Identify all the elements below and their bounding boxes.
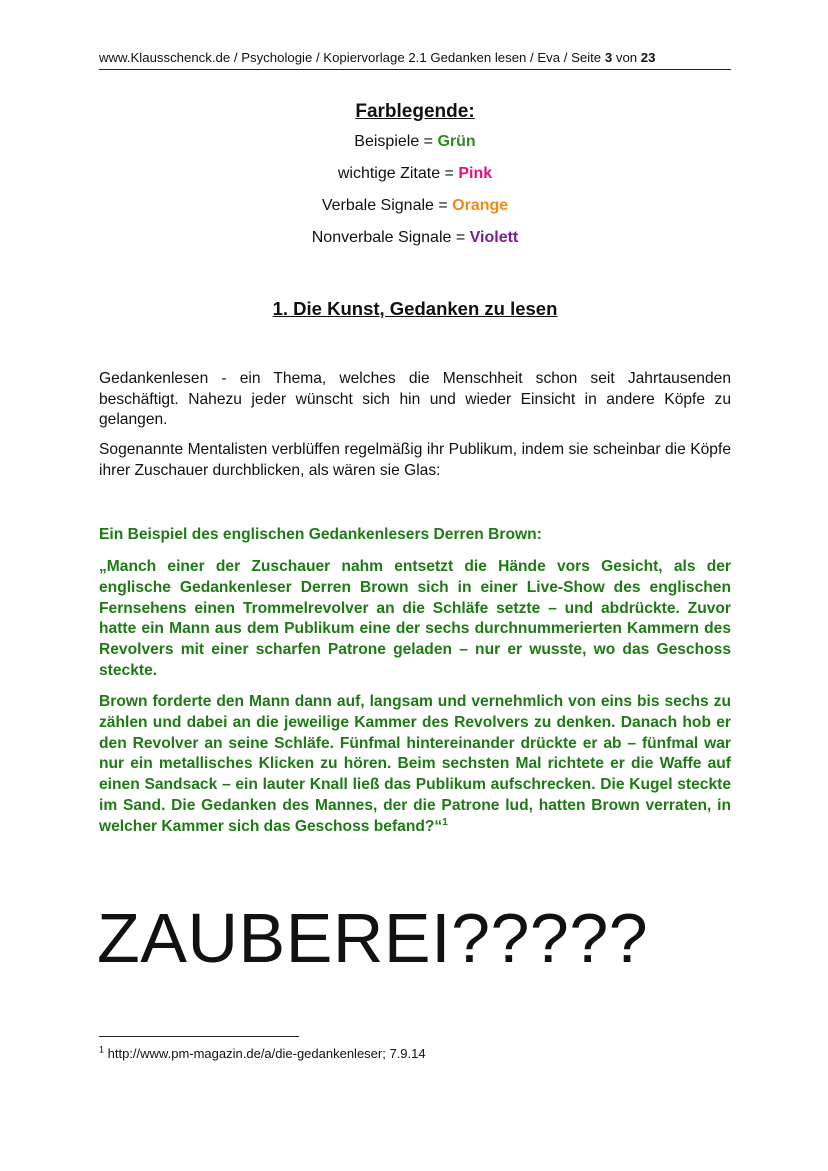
legend-row-verbal [99,195,731,227]
header-path: www.Klausschenck.de / Psychologie / Kopiervorlage 2.1 Gedanken lesen / Eva / Seite [99,50,602,65]
section-title: 1. Die Kunst, Gedanken zu lesen [272,298,558,319]
body-paragraph-2: Sogenannte Mentalisten verblüffen regelmäßig ihr Publikum, indem sie scheinbar die Köpfe ihrer Zuschauer durchblicken, als wären sie Glas: [99,441,731,479]
legend-row-nonverbal [99,227,731,259]
legend-label: Beispiele = [354,133,434,150]
header-page-number: 3 [604,50,613,65]
headline-zauberei: ZAUBEREI????? [97,899,649,977]
example-quote-1: „Manch einer der Zuschauer nahm entsetzt die Hände vors Gesicht, als der englische Gedankenleser Derren Brown sich in einer Live-Show des englischen Fernsehens einen Trommelrevolver an die Schläfe setzte – und abdrückte. Zuvor hatte ein Mann aus dem Publikum eine der sechs durchnummerierten Kammern des Revolvers mit einer scharfen Patrone geladen – nur er wusste, wo das Geschoss steckte. [99,558,731,679]
legend-label: Nonverbale Signale = [311,229,466,246]
color-legend [99,99,731,259]
example-quote-2-text: Brown forderte den Mann dann auf, langsam und vernehmlich von eins bis sechs zu zählen und dabei an die jeweilige Kammer des Revolvers zu denken. Danach hob er den Revolver an seine Schläfe. Fünfmal hintereinander drückte er ab – fünfmal war nur ein metallisches Klicken zu hören. Beim sechsten Mal richtete er die Waffe auf einen Sandsack – ein lauter Knall ließ das Publikum aufschrecken. Die Kugel steckte im Sand. Die Gedanken des Mannes, der die Patrone lud, hatten Brown verraten, in welcher Kammer sich das Geschoss befand?“ [99,693,731,835]
example-title: Ein Beispiel des englischen Gedankenlesers Derren Brown: [99,526,542,543]
footnote [99,1045,731,1062]
page-header [99,49,731,70]
header-of-label: von [615,50,638,65]
legend-title: Farblegende: [355,101,475,122]
legend-value-orange: Orange [452,197,509,214]
body-paragraph-1: Gedankenlesen - ein Thema, welches die Menschheit schon seit Jahrtausenden beschäftigt. Nahezu jeder wünscht sich hin und wieder Einsicht in andere Köpfe zu gelangen. [99,370,731,429]
legend-value-green: Grün [437,133,476,150]
legend-row-examples [99,131,731,163]
footnote-divider [99,1036,299,1037]
legend-label: Verbale Signale = [321,197,448,214]
legend-value-violet: Violett [469,229,519,246]
header-total-pages: 23 [640,50,656,65]
legend-value-pink: Pink [458,165,493,182]
legend-row-quotes [99,163,731,195]
footnote-reference: 1 [442,816,448,828]
footnote-number: 1 [99,1044,105,1055]
footnote-text: http://www.pm-magazin.de/a/die-gedankenleser; 7.9.14 [107,1046,426,1061]
example-quote-2 [99,692,731,838]
legend-label: wichtige Zitate = [337,165,454,182]
